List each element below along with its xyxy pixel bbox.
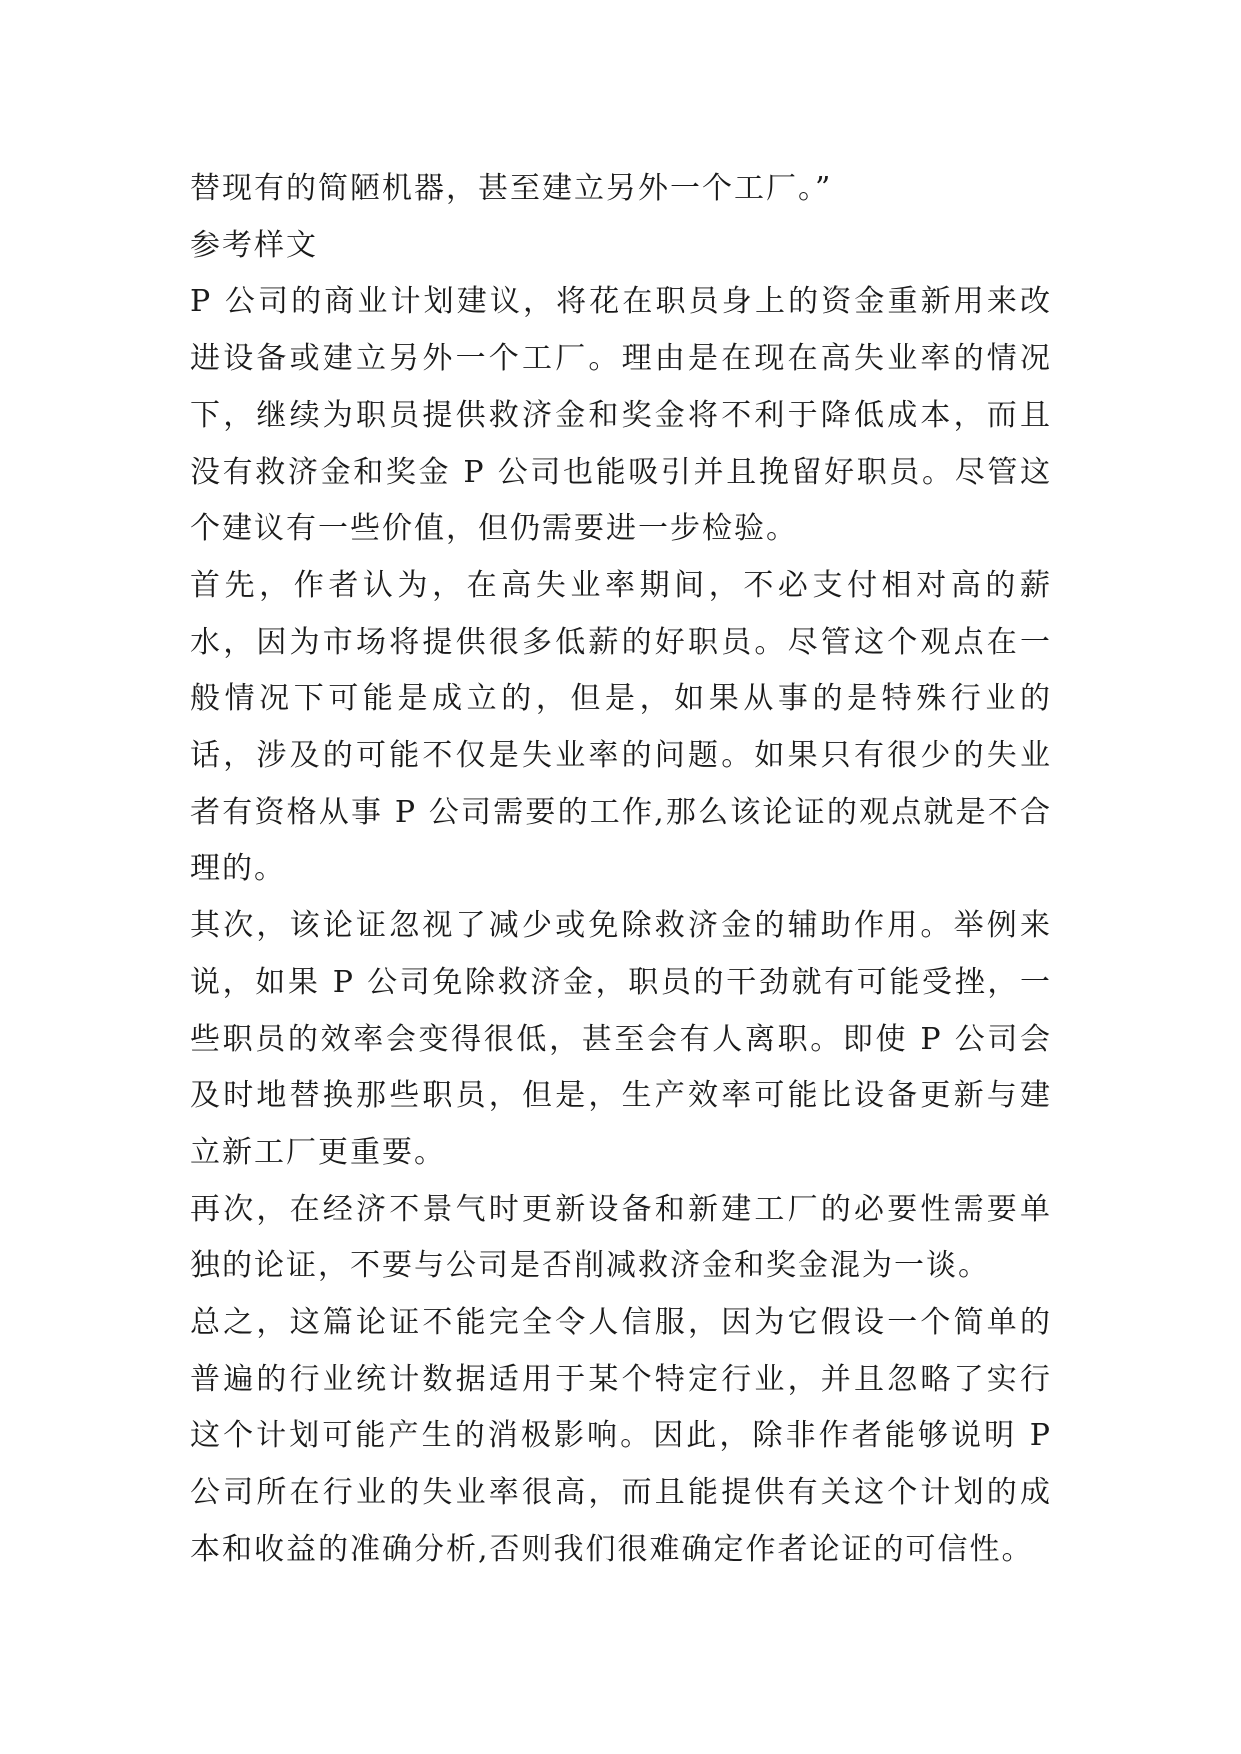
paragraph-first-point: 首先，作者认为，在高失业率期间，不必支付相对高的薪水，因为市场将提供很多低薪的好职员。尽管这个观点在一般情况下可能是成立的，但是，如果从事的是特殊行业的话，涉及的可能不仅是失业率的问题。如果只有很少的失业者有资格从事 P 公司需要的工作,那么该论证的观点就是不合理的。 — [190, 567, 1052, 887]
paragraph-introduction: P 公司的商业计划建议，将花在职员身上的资金重新用来改进设备或建立另外一个工厂。理由是在现在高失业率的情况下，继续为职员提供救济金和奖金将不利于降低成本，而且没有救济金和奖金 P 公司也能吸引并且挽留好职员。尽管这个建议有一些价值，但仍需要进一步检验。 — [190, 284, 1052, 547]
paragraph-second-point: 其次，该论证忽视了减少或免除救济金的辅助作用。举例来说，如果 P 公司免除救济金，职员的干劲就有可能受挫，一些职员的效率会变得很低，甚至会有人离职。即使 P 公司会及时地替换那些职员，但是，生产效率可能比设备更新与建立新工厂更重要。 — [190, 908, 1052, 1170]
section-heading-sample-essay: 参考样文 — [190, 227, 318, 263]
paragraph-continuation: 替现有的简陋机器，甚至建立另外一个工厂。” — [190, 171, 833, 206]
paragraph-conclusion: 总之，这篇论证不能完全令人信服，因为它假设一个简单的普遍的行业统计数据适用于某个特定行业，并且忽略了实行这个计划可能产生的消极影响。因此，除非作者能够说明 P 公司所在行业的失业率很高，而且能提供有关这个计划的成本和收益的准确分析,否则我们很难确定作者论证的可信性。 — [190, 1305, 1052, 1567]
document-body — [190, 161, 1052, 1579]
paragraph-third-point: 再次，在经济不景气时更新设备和新建工厂的必要性需要单独的论证，不要与公司是否削减救济金和奖金混为一谈。 — [190, 1191, 1052, 1284]
